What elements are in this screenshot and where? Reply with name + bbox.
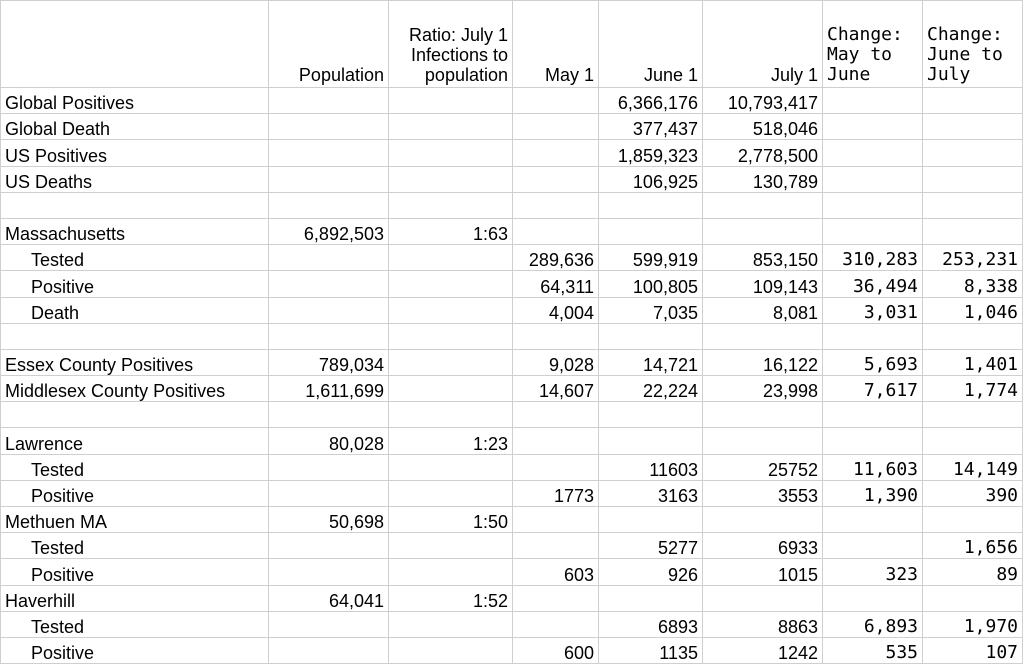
change-june-july-cell[interactable]: 14,149 [923,454,1023,480]
may1-cell[interactable] [513,323,599,349]
change-june-july-cell[interactable] [923,585,1023,611]
july1-cell[interactable]: 10,793,417 [703,88,823,114]
population-cell[interactable] [269,297,389,323]
table-row [1,559,1023,585]
change-may-june-cell[interactable] [823,585,923,611]
row-label-cell[interactable]: Positive [1,559,269,585]
july1-cell[interactable] [703,402,823,428]
july1-cell[interactable]: 3553 [703,480,823,506]
table-row [1,166,1023,192]
change-june-july-cell[interactable] [923,428,1023,454]
ratio-cell[interactable] [389,533,513,559]
june1-cell[interactable]: 1,859,323 [599,140,703,166]
row-label-cell[interactable]: Positive [1,271,269,297]
june1-cell[interactable]: 3163 [599,480,703,506]
ratio-cell[interactable] [389,166,513,192]
ratio-cell[interactable] [389,480,513,506]
july1-cell[interactable]: 8,081 [703,297,823,323]
june1-cell[interactable]: 926 [599,559,703,585]
row-label-cell[interactable]: Lawrence [1,428,269,454]
may1-cell[interactable] [513,533,599,559]
ratio-cell[interactable] [389,454,513,480]
change-june-july-cell[interactable] [923,140,1023,166]
ratio-cell[interactable] [389,114,513,140]
june1-cell[interactable]: 7,035 [599,297,703,323]
change-may-june-cell[interactable] [823,140,923,166]
june1-cell[interactable]: 11603 [599,454,703,480]
population-cell[interactable] [269,192,389,218]
ratio-cell[interactable] [389,88,513,114]
change-may-june-cell[interactable] [823,218,923,244]
may1-cell[interactable] [513,585,599,611]
table-row [1,402,1023,428]
change-may-june-cell[interactable] [823,88,923,114]
header-july1[interactable]: July 1 [703,1,823,88]
ratio-cell[interactable] [389,376,513,402]
row-label-cell[interactable]: Tested [1,611,269,637]
change-june-july-cell[interactable]: 390 [923,480,1023,506]
table-row [1,140,1023,166]
row-label-cell[interactable]: Massachusetts [1,218,269,244]
july1-cell[interactable]: 23,998 [703,376,823,402]
june1-cell[interactable] [599,507,703,533]
ratio-cell[interactable] [389,323,513,349]
change-may-june-cell[interactable]: 323 [823,559,923,585]
ratio-cell[interactable]: 1:63 [389,218,513,244]
population-cell[interactable]: 50,698 [269,507,389,533]
june1-cell[interactable] [599,218,703,244]
june1-cell[interactable]: 6,366,176 [599,88,703,114]
table-row [1,114,1023,140]
change-june-july-cell[interactable]: 8,338 [923,271,1023,297]
population-cell[interactable] [269,533,389,559]
population-cell[interactable]: 789,034 [269,349,389,375]
ratio-cell[interactable] [389,349,513,375]
july1-cell[interactable]: 1015 [703,559,823,585]
may1-cell[interactable]: 64,311 [513,271,599,297]
population-cell[interactable] [269,402,389,428]
table-row [1,271,1023,297]
row-label-cell[interactable]: Tested [1,245,269,271]
ratio-cell[interactable] [389,192,513,218]
header-change-may-june[interactable] [823,1,923,88]
row-label-cell[interactable]: Tested [1,454,269,480]
june1-cell[interactable]: 377,437 [599,114,703,140]
change-june-july-cell[interactable]: 1,774 [923,376,1023,402]
header-june1[interactable]: June 1 [599,1,703,88]
header-ratio-line: population [424,65,508,85]
table-row [1,507,1023,533]
table-row [1,88,1023,114]
change-may-june-cell[interactable] [823,402,923,428]
ratio-cell[interactable]: 1:23 [389,428,513,454]
table-row [1,376,1023,402]
change-may-june-cell[interactable]: 535 [823,637,923,663]
change-may-june-cell[interactable]: 1,390 [823,480,923,506]
change-june-july-cell[interactable] [923,192,1023,218]
june1-cell[interactable]: 6893 [599,611,703,637]
header-change-line: May to [827,44,893,65]
change-june-july-cell[interactable] [923,166,1023,192]
table-row [1,349,1023,375]
change-june-july-cell[interactable]: 1,046 [923,297,1023,323]
change-may-june-cell[interactable]: 310,283 [823,245,923,271]
population-cell[interactable] [269,140,389,166]
change-june-july-cell[interactable] [923,402,1023,428]
june1-cell[interactable] [599,428,703,454]
may1-cell[interactable] [513,88,599,114]
header-row [1,1,1023,88]
change-june-july-cell[interactable] [923,218,1023,244]
ratio-cell[interactable] [389,637,513,663]
change-may-june-cell[interactable] [823,192,923,218]
july1-cell[interactable] [703,507,823,533]
table-row [1,245,1023,271]
may1-cell[interactable] [513,166,599,192]
july1-cell[interactable]: 1242 [703,637,823,663]
july1-cell[interactable] [703,428,823,454]
may1-cell[interactable]: 4,004 [513,297,599,323]
header-ratio[interactable] [389,1,513,88]
ratio-cell[interactable] [389,559,513,585]
june1-cell[interactable]: 100,805 [599,271,703,297]
ratio-cell[interactable] [389,297,513,323]
population-cell[interactable] [269,480,389,506]
header-change-line: June to [927,44,1003,65]
change-may-june-cell[interactable]: 5,693 [823,349,923,375]
ratio-cell[interactable] [389,271,513,297]
may1-cell[interactable] [513,192,599,218]
may1-cell[interactable]: 289,636 [513,245,599,271]
may1-cell[interactable] [513,218,599,244]
change-may-june-cell[interactable]: 36,494 [823,271,923,297]
row-label-cell[interactable] [1,402,269,428]
row-label-cell[interactable]: Death [1,297,269,323]
header-population[interactable]: Population [269,1,389,88]
change-may-june-cell[interactable] [823,507,923,533]
population-cell[interactable]: 64,041 [269,585,389,611]
population-cell[interactable] [269,166,389,192]
table-row [1,611,1023,637]
change-may-june-cell[interactable]: 3,031 [823,297,923,323]
may1-cell[interactable]: 9,028 [513,349,599,375]
change-may-june-cell[interactable] [823,166,923,192]
header-change-line: July [927,64,971,85]
july1-cell[interactable] [703,323,823,349]
change-june-july-cell[interactable]: 1,656 [923,533,1023,559]
ratio-cell[interactable] [389,245,513,271]
population-cell[interactable] [269,559,389,585]
table-row [1,454,1023,480]
june1-cell[interactable]: 599,919 [599,245,703,271]
row-label-cell[interactable]: US Positives [1,140,269,166]
population-cell[interactable]: 6,892,503 [269,218,389,244]
header-change-line: Change: [827,24,903,45]
table-row [1,428,1023,454]
change-may-june-cell[interactable]: 11,603 [823,454,923,480]
change-june-july-cell[interactable] [923,507,1023,533]
row-label-cell[interactable]: Middlesex County Positives [1,376,269,402]
change-june-july-cell[interactable]: 89 [923,559,1023,585]
table-row [1,637,1023,663]
change-may-june-cell[interactable] [823,323,923,349]
change-may-june-cell[interactable]: 7,617 [823,376,923,402]
table-row [1,297,1023,323]
july1-cell[interactable]: 8863 [703,611,823,637]
row-label-cell[interactable] [1,323,269,349]
june1-cell[interactable]: 14,721 [599,349,703,375]
header-change-june-july[interactable] [923,1,1023,88]
row-label-cell[interactable]: Tested [1,533,269,559]
july1-cell[interactable]: 16,122 [703,349,823,375]
may1-cell[interactable]: 14,607 [513,376,599,402]
may1-cell[interactable] [513,402,599,428]
june1-cell[interactable]: 22,224 [599,376,703,402]
change-may-june-cell[interactable]: 6,893 [823,611,923,637]
row-label-cell[interactable]: Positive [1,480,269,506]
table-row [1,533,1023,559]
row-label-cell[interactable]: Global Positives [1,88,269,114]
june1-cell[interactable]: 106,925 [599,166,703,192]
population-cell[interactable] [269,323,389,349]
may1-cell[interactable] [513,428,599,454]
may1-cell[interactable] [513,454,599,480]
ratio-cell[interactable]: 1:50 [389,507,513,533]
change-june-july-cell[interactable]: 253,231 [923,245,1023,271]
population-cell[interactable]: 80,028 [269,428,389,454]
row-label-cell[interactable]: Haverhill [1,585,269,611]
population-cell[interactable] [269,88,389,114]
population-cell[interactable] [269,454,389,480]
population-cell[interactable] [269,637,389,663]
header-change-line: June [827,64,871,85]
table-row [1,218,1023,244]
table-row [1,192,1023,218]
header-change-line: Change: [927,24,1003,45]
change-june-july-cell[interactable] [923,88,1023,114]
change-june-july-cell[interactable]: 1,401 [923,349,1023,375]
row-label-cell[interactable]: Global Death [1,114,269,140]
row-label-cell[interactable] [1,192,269,218]
july1-cell[interactable] [703,218,823,244]
ratio-cell[interactable] [389,611,513,637]
ratio-cell[interactable] [389,140,513,166]
july1-cell[interactable] [703,192,823,218]
population-cell[interactable] [269,271,389,297]
population-cell[interactable]: 1,611,699 [269,376,389,402]
july1-cell[interactable]: 2,778,500 [703,140,823,166]
change-may-june-cell[interactable] [823,428,923,454]
july1-cell[interactable] [703,585,823,611]
may1-cell[interactable] [513,114,599,140]
change-june-july-cell[interactable] [923,114,1023,140]
may1-cell[interactable]: 603 [513,559,599,585]
may1-cell[interactable]: 600 [513,637,599,663]
may1-cell[interactable] [513,611,599,637]
july1-cell[interactable]: 109,143 [703,271,823,297]
population-cell[interactable] [269,611,389,637]
june1-cell[interactable] [599,192,703,218]
change-may-june-cell[interactable] [823,114,923,140]
row-label-cell[interactable]: Essex County Positives [1,349,269,375]
change-june-july-cell[interactable]: 107 [923,637,1023,663]
may1-cell[interactable] [513,507,599,533]
july1-cell[interactable]: 6933 [703,533,823,559]
table-row [1,323,1023,349]
change-june-july-cell[interactable] [923,323,1023,349]
july1-cell[interactable]: 25752 [703,454,823,480]
table-row [1,585,1023,611]
june1-cell[interactable]: 5277 [599,533,703,559]
ratio-cell[interactable] [389,402,513,428]
june1-cell[interactable] [599,585,703,611]
header-may1[interactable]: May 1 [513,1,599,88]
may1-cell[interactable]: 1773 [513,480,599,506]
july1-cell[interactable]: 130,789 [703,166,823,192]
header-ratio-line: Infections to [410,45,508,65]
header-label-cell[interactable] [1,1,269,88]
population-cell[interactable] [269,114,389,140]
may1-cell[interactable] [513,140,599,166]
july1-cell[interactable]: 518,046 [703,114,823,140]
row-label-cell[interactable]: Methuen MA [1,507,269,533]
row-label-cell[interactable]: US Deaths [1,166,269,192]
change-june-july-cell[interactable]: 1,970 [923,611,1023,637]
table-row [1,480,1023,506]
june1-cell[interactable] [599,323,703,349]
header-ratio-line: Ratio: July 1 [408,25,508,45]
ratio-cell[interactable]: 1:52 [389,585,513,611]
population-cell[interactable] [269,245,389,271]
july1-cell[interactable]: 853,150 [703,245,823,271]
june1-cell[interactable] [599,402,703,428]
june1-cell[interactable]: 1135 [599,637,703,663]
row-label-cell[interactable]: Positive [1,637,269,663]
change-may-june-cell[interactable] [823,533,923,559]
